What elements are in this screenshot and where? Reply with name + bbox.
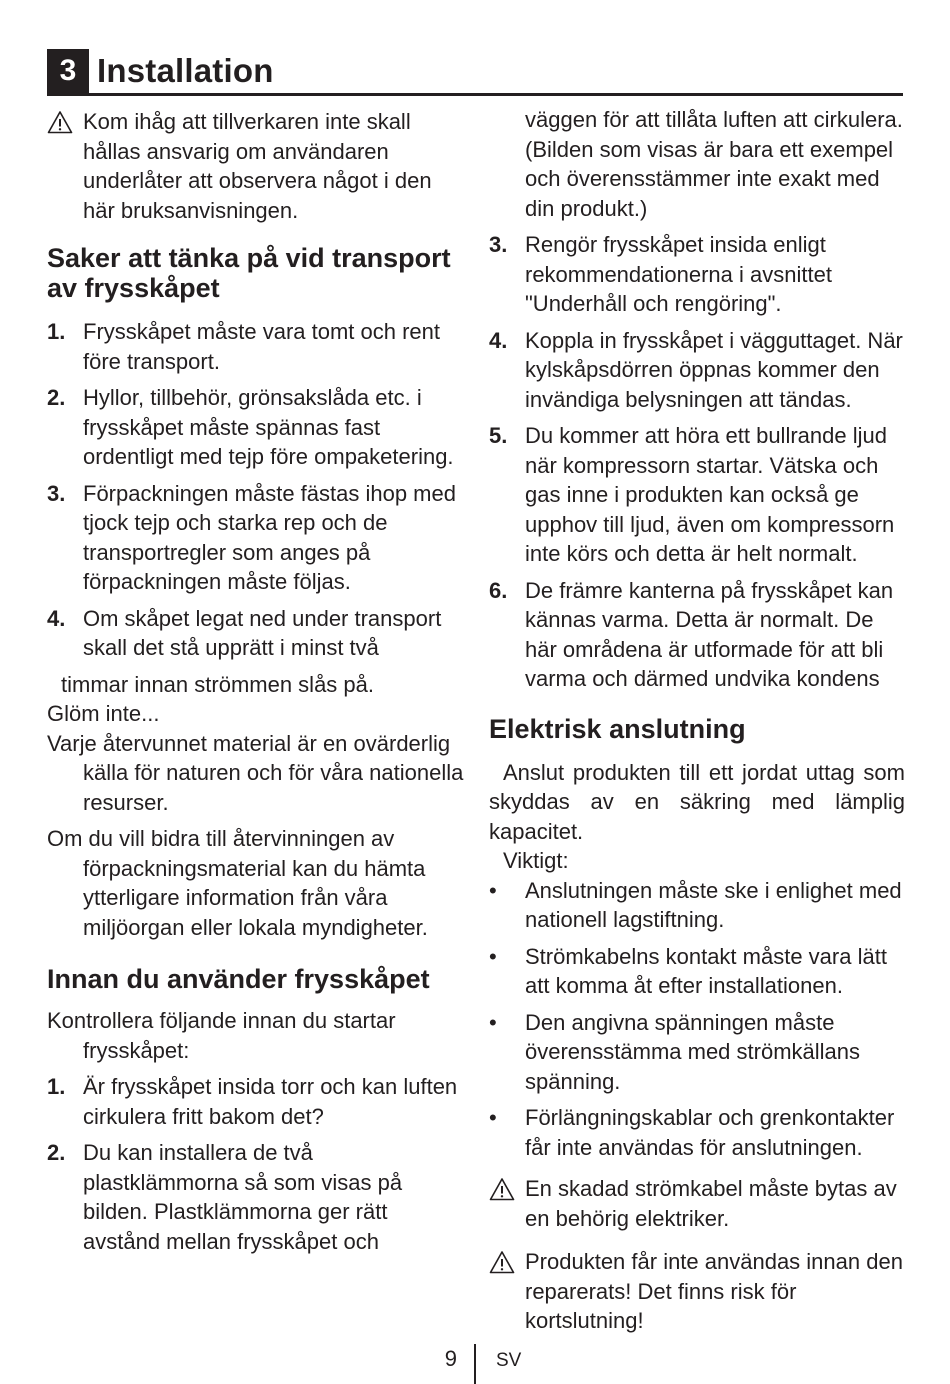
- warning-note: [47, 107, 465, 225]
- bullet-item: • Strömkabelns kontakt måste vara lätt att komma åt efter installationen.: [489, 942, 905, 1001]
- warning-triangle-icon: [489, 1250, 515, 1274]
- item-text: Frysskåpet måste vara tomt och rent före transport.: [83, 319, 441, 374]
- item-number: 2.: [47, 1140, 66, 1165]
- before-use-intro: Kontrollera följande innan du startar frysskåpet:: [47, 1008, 396, 1063]
- item-continuation: väggen för att tillåta luften att cirkulera. (Bilden som visas är bara ett exempel och överensstämmer inte exakt med din produkt.): [525, 107, 903, 221]
- list-item: [47, 1072, 465, 1131]
- section-heading-transport: Saker att tänka på vid transport av frysskåpet: [47, 243, 451, 303]
- list-item: [47, 479, 465, 597]
- warning-text: En skadad strömkabel måste bytas av en behörig elektriker.: [525, 1176, 897, 1231]
- item-text: Förpackningen måste fästas ihop med tjock tejp och starka rep och de transportregler som anges på förpackningen måste följas.: [83, 480, 456, 594]
- before-use-list: [47, 1072, 465, 1256]
- footer-divider: [474, 1344, 476, 1384]
- list-item: [47, 383, 465, 472]
- item-text: Du kommer att höra ett bullrande ljud när kompressorn startar. Vätska och gas inne i produkten kan också ge upphov till ljud, även om kompressorn inte körs och detta är helt normalt.: [525, 423, 895, 566]
- item-text: Koppla in frysskåpet i vägguttaget. När kylskåpsdörren öppnas kommer den invändiga belysningen att tändas.: [525, 327, 903, 412]
- item-number: 4.: [489, 327, 508, 353]
- item-number: 2.: [47, 385, 66, 410]
- item-text: Hyllor, tillbehör, grönsakslåda etc. i frysskåpet måste spännas fast ordentligt med tejp före ompaketering.: [83, 385, 454, 469]
- chapter-title: Installation: [97, 52, 274, 89]
- item-continuation: timmar innan strömmen slås på.: [61, 671, 374, 697]
- warning-text: Kom ihåg att tillverkaren inte skall hållas ansvarig om användaren underlåter att observera något i den här bruksanvisningen.: [83, 109, 432, 223]
- bullet-item: • Anslutningen måste ske i enlighet med nationell lagstiftning.: [489, 876, 905, 935]
- chapter-number: 3: [47, 49, 89, 93]
- item-text: Om skåpet legat ned under transport skall det stå upprätt i minst två: [83, 605, 442, 660]
- item-text: Rengör frysskåpet insida enligt rekommendationerna i avsnittet "Underhåll och rengöring".: [525, 232, 832, 316]
- item-text: De främre kanterna på frysskåpet kan kännas varma. Detta är normalt. De här områdena är utformade för att bli varma och därmed undvika kondens: [525, 577, 894, 691]
- item-number: 5.: [489, 423, 508, 448]
- bullet-item: • Förlängningskablar och grenkontakter får inte användas för anslutningen.: [489, 1103, 905, 1162]
- electric-bullets: [489, 876, 905, 1163]
- list-item: [489, 421, 905, 569]
- bullet-item: • Den angivna spänningen måste överensstämma med strömkällans spänning.: [489, 1008, 905, 1097]
- warning-note: [489, 1174, 905, 1233]
- electric-intro: Anslut produkten till ett jordat uttag som skyddas av en säkring med lämplig kapacitet.: [489, 759, 905, 844]
- right-column: [489, 105, 905, 1344]
- warning-note: [489, 1247, 905, 1336]
- chapter-header: [47, 47, 903, 96]
- list-item: [47, 1138, 465, 1256]
- item-text: Du kan installera de två plastklämmorna så som visas på bilden. Plastklämmorna ger rätt avstånd mellan frysskåpet och: [83, 1140, 403, 1254]
- recycle-paragraph-1: Varje återvunnet material är en ovärderlig källa för naturen och för våra nationella resurser.: [47, 730, 464, 815]
- item-number: 6.: [489, 577, 508, 603]
- section-heading-before-use: Innan du använder frysskåpet: [47, 964, 430, 994]
- transport-list: [47, 317, 465, 663]
- list-item: [489, 326, 905, 415]
- list-item: [489, 230, 905, 319]
- list-item: [489, 576, 905, 694]
- list-item: [47, 317, 465, 376]
- item-number: 3.: [489, 232, 508, 257]
- remember-label: Glöm inte...: [47, 701, 160, 726]
- language-code: SV: [496, 1350, 522, 1371]
- section-heading-electric: Elektrisk anslutning: [489, 713, 746, 744]
- warning-text: Produkten får inte användas innan den reparerats! Det finns risk för kortslutning!: [525, 1249, 903, 1333]
- page-footer: [0, 1344, 950, 1384]
- before-use-list-continued: [489, 230, 905, 694]
- left-column: [47, 105, 465, 1263]
- item-number: 4.: [47, 605, 66, 631]
- important-label: Viktigt:: [503, 848, 569, 873]
- item-number: 1.: [47, 319, 66, 344]
- item-number: 3.: [47, 480, 66, 506]
- list-item: [47, 604, 465, 663]
- page-number: 9: [444, 1346, 457, 1371]
- item-number: 1.: [47, 1074, 66, 1099]
- item-text: Är frysskåpet insida torr och kan luften cirkulera fritt bakom det?: [83, 1074, 458, 1129]
- warning-triangle-icon: [47, 110, 73, 134]
- recycle-paragraph-2: Om du vill bidra till återvinningen av förpackningsmaterial kan du hämta ytterligare information från våra miljöorgan eller lokala myndigheter.: [47, 826, 428, 940]
- warning-triangle-icon: [489, 1177, 515, 1201]
